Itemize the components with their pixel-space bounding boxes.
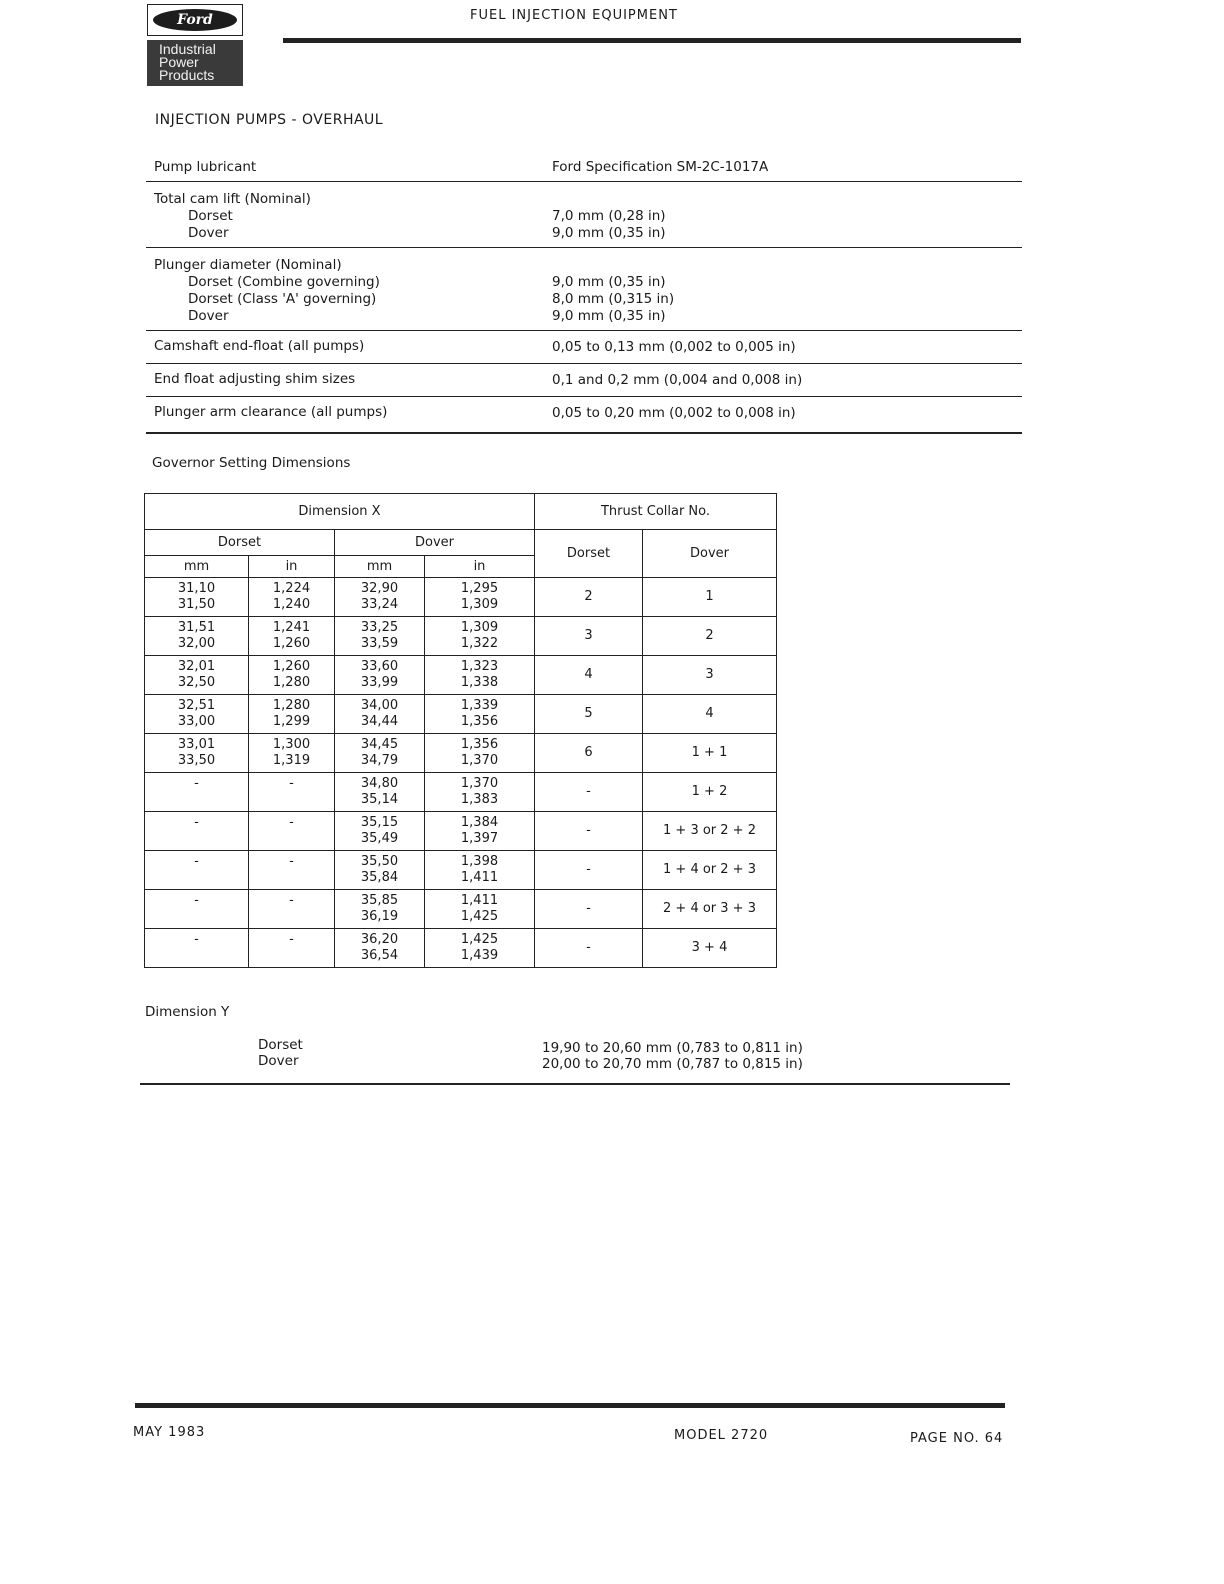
dorset-in-cell	[249, 656, 335, 695]
dover-mm-cell	[335, 851, 425, 890]
dorset-in-cell-line: 1,299	[272, 714, 311, 729]
dover-in-cell	[425, 695, 535, 734]
dover-in-cell-line: 1,295	[460, 581, 499, 596]
collar-dorset-cell	[535, 617, 643, 656]
dover-in-cell-line: 1,384	[460, 815, 499, 830]
dorset-in-cell-line: 1,280	[272, 698, 311, 713]
dorset-in-cell-line: -	[289, 932, 294, 947]
industrial-power-products-badge	[147, 40, 243, 86]
collar-dorset-cell-line: 4	[584, 667, 593, 682]
dover-mm-cell	[335, 890, 425, 929]
spec-value: 0,05 to 0,20 mm (0,002 to 0,008 in)	[552, 405, 796, 421]
governor-row	[145, 929, 777, 968]
dorset-mm-cell-line: 31,10	[177, 581, 216, 596]
dover-mm-cell-line: 35,84	[360, 870, 399, 885]
footer-page-number: PAGE NO. 64	[910, 1431, 1004, 1446]
header-rule	[283, 38, 1021, 43]
governor-row	[145, 812, 777, 851]
dover-mm-cell-line: 33,60	[360, 659, 399, 674]
collar-dover-cell-line: 2 + 4 or 3 + 3	[663, 901, 756, 916]
dorset-mm-cell	[145, 890, 249, 929]
dorset-mm-cell-line	[145, 909, 248, 925]
dorset-mm-cell-line: 31,50	[177, 597, 216, 612]
dover-mm-cell-line: 33,99	[360, 675, 399, 690]
dover-in-cell-line: 1,322	[460, 636, 499, 651]
dorset-in-cell	[249, 695, 335, 734]
collar-dorset-cell-line: 5	[584, 706, 593, 721]
dorset-in-cell-line: 1,260	[272, 659, 311, 674]
dorset-mm-cell	[145, 695, 249, 734]
dorset-mm-cell-line	[145, 792, 248, 808]
spec-value: Ford Specification SM-2C-1017A	[552, 159, 769, 175]
spec-sub-label: Dover	[188, 308, 229, 324]
footer-date: MAY 1983	[133, 1425, 206, 1440]
dover-mm-cell	[335, 773, 425, 812]
dorset-in-cell-line: 1,240	[272, 597, 311, 612]
dover-mm-cell-line: 36,54	[360, 948, 399, 963]
dover-mm-cell-line: 34,00	[360, 698, 399, 713]
collar-dorset-cell-line: -	[586, 784, 591, 799]
governor-row	[145, 656, 777, 695]
spec-value: 0,1 and 0,2 mm (0,004 and 0,008 in)	[552, 372, 803, 388]
dorset-in-cell-line: -	[289, 854, 294, 869]
dover-in-cell-line: 1,339	[460, 698, 499, 713]
spec-label: Total cam lift (Nominal)	[154, 191, 311, 207]
governor-row	[145, 617, 777, 656]
collar-dorset-cell-line: 2	[584, 589, 593, 604]
dover-in-cell-line: 1,338	[460, 675, 499, 690]
spec-row-camshaft-endfloat	[146, 331, 1022, 364]
dorset-in-cell-line: 1,224	[272, 581, 311, 596]
collar-dover-cell	[643, 656, 777, 695]
collar-dorset-cell	[535, 929, 643, 968]
collar-dover-cell-line: 1	[705, 589, 714, 604]
dover-in-cell-line: 1,370	[460, 753, 499, 768]
collar-dorset-cell-line: -	[586, 823, 591, 838]
governor-row	[145, 734, 777, 773]
dover-mm-cell-line: 35,15	[360, 815, 399, 830]
collar-dover-header: Dover	[643, 530, 777, 578]
collar-dover-cell	[643, 851, 777, 890]
dover-mm-cell-line: 34,79	[360, 753, 399, 768]
collar-dover-cell	[643, 929, 777, 968]
dover-mm-cell-line: 33,59	[360, 636, 399, 651]
dover-in-cell-line: 1,411	[460, 870, 499, 885]
dimension-y-label: Dover	[258, 1053, 299, 1069]
collar-dover-cell	[643, 773, 777, 812]
dorset-mm-cell	[145, 656, 249, 695]
dorset-in-cell-line: 1,300	[272, 737, 311, 752]
spec-row-cam-lift	[146, 182, 1022, 248]
dover-mm-cell-line: 34,45	[360, 737, 399, 752]
dover-mm-cell-line: 35,14	[360, 792, 399, 807]
dimension-y-heading: Dimension Y	[145, 1004, 230, 1020]
dover-in-cell	[425, 617, 535, 656]
governor-heading: Governor Setting Dimensions	[152, 455, 351, 471]
spec-value: 9,0 mm (0,35 in)	[552, 308, 666, 324]
dover-in-cell-line: 1,397	[460, 831, 499, 846]
governor-row	[145, 851, 777, 890]
spec-row-plunger-arm	[146, 397, 1022, 434]
dover-mm-cell	[335, 695, 425, 734]
section-title: FUEL INJECTION EQUIPMENT	[470, 8, 678, 23]
collar-dorset-cell-line: -	[586, 940, 591, 955]
dorset-mm-cell-line: 32,51	[177, 698, 216, 713]
dover-mm-cell-line: 33,25	[360, 620, 399, 635]
spec-label: Plunger diameter (Nominal)	[154, 257, 342, 273]
collar-dorset-cell	[535, 773, 643, 812]
collar-dorset-cell	[535, 578, 643, 617]
dover-in-cell	[425, 812, 535, 851]
spec-label: Camshaft end-float (all pumps)	[154, 338, 365, 354]
dorset-mm-cell	[145, 851, 249, 890]
logo-line-3: Products	[159, 67, 215, 83]
spec-value: 0,05 to 0,13 mm (0,002 to 0,005 in)	[552, 339, 796, 355]
dover-in-header: in	[425, 556, 535, 578]
dorset-in-cell	[249, 851, 335, 890]
collar-dover-cell-line: 4	[705, 706, 714, 721]
dimension-y-label: Dorset	[258, 1037, 303, 1053]
dover-in-cell-line: 1,356	[460, 714, 499, 729]
spec-sub-label: Dover	[188, 225, 229, 241]
spec-value: 9,0 mm (0,35 in)	[552, 274, 666, 290]
dimension-x-header: Dimension X	[145, 494, 535, 530]
dover-in-cell-line: 1,411	[460, 893, 499, 908]
dorset-mm-cell	[145, 578, 249, 617]
dorset-in-cell-line	[249, 948, 334, 964]
dorset-in-cell	[249, 890, 335, 929]
collar-dover-cell	[643, 890, 777, 929]
collar-dorset-cell	[535, 734, 643, 773]
dover-mm-cell-line: 32,90	[360, 581, 399, 596]
dover-mm-cell	[335, 617, 425, 656]
spec-sub-label: Dorset	[188, 208, 233, 224]
collar-dover-cell	[643, 812, 777, 851]
dover-in-cell-line: 1,356	[460, 737, 499, 752]
dorset-mm-cell	[145, 773, 249, 812]
dimension-y-value: 20,00 to 20,70 mm (0,787 to 0,815 in)	[542, 1056, 803, 1072]
dorset-in-cell-line	[249, 792, 334, 808]
spec-label: End float adjusting shim sizes	[154, 371, 356, 387]
governor-row	[145, 773, 777, 812]
dover-in-cell-line: 1,398	[460, 854, 499, 869]
collar-dover-cell-line: 3 + 4	[691, 940, 728, 955]
spec-sub-label: Dorset (Class 'A' governing)	[188, 291, 377, 307]
dorset-in-cell-line: -	[289, 815, 294, 830]
collar-dover-cell-line: 1 + 1	[691, 745, 728, 760]
dorset-in-cell	[249, 812, 335, 851]
dover-mm-cell-line: 36,20	[360, 932, 399, 947]
dover-mm-cell	[335, 812, 425, 851]
spec-label: Pump lubricant	[154, 159, 257, 175]
dover-mm-cell-line: 36,19	[360, 909, 399, 924]
collar-dover-cell-line: 1 + 2	[691, 784, 728, 799]
dimension-y-value: 19,90 to 20,60 mm (0,783 to 0,811 in)	[542, 1040, 803, 1056]
collar-dover-cell-line: 3	[705, 667, 714, 682]
dorset-header: Dorset	[145, 530, 335, 556]
dover-in-cell	[425, 656, 535, 695]
spec-row-lubricant	[146, 155, 1022, 182]
dorset-in-cell-line: 1,280	[272, 675, 311, 690]
dover-in-cell-line: 1,309	[460, 597, 499, 612]
dorset-mm-cell-line: 32,50	[177, 675, 216, 690]
dover-in-cell	[425, 773, 535, 812]
dover-in-cell	[425, 851, 535, 890]
ford-oval-logo: Ford	[153, 9, 237, 31]
dorset-mm-cell	[145, 617, 249, 656]
dover-mm-cell-line: 35,85	[360, 893, 399, 908]
dover-mm-cell-line: 35,50	[360, 854, 399, 869]
spec-row-shim-sizes	[146, 364, 1022, 397]
dorset-mm-cell-line: -	[194, 893, 199, 908]
thrust-collar-header: Thrust Collar No.	[535, 494, 777, 530]
collar-dover-cell-line: 2	[705, 628, 714, 643]
dover-mm-cell	[335, 734, 425, 773]
collar-dover-cell-line: 1 + 4 or 2 + 3	[663, 862, 756, 877]
dorset-mm-cell-line: 31,51	[177, 620, 216, 635]
dorset-mm-cell	[145, 734, 249, 773]
dover-in-cell-line: 1,439	[460, 948, 499, 963]
dorset-in-cell-line	[249, 831, 334, 847]
spec-table	[146, 155, 1022, 434]
dimension-y-rule	[140, 1083, 1010, 1085]
dorset-mm-cell	[145, 812, 249, 851]
ford-logo	[147, 4, 243, 86]
collar-dover-cell	[643, 695, 777, 734]
dover-mm-cell-line: 33,24	[360, 597, 399, 612]
collar-dover-cell	[643, 617, 777, 656]
dorset-in-cell	[249, 773, 335, 812]
dorset-in-cell-line: 1,241	[272, 620, 311, 635]
dover-mm-cell-line: 35,49	[360, 831, 399, 846]
dorset-mm-cell-line: -	[194, 815, 199, 830]
spec-value: 7,0 mm (0,28 in)	[552, 208, 666, 224]
dorset-in-cell-line	[249, 870, 334, 886]
dover-mm-cell	[335, 578, 425, 617]
logo-line-2: Power	[159, 54, 199, 70]
logo-line-1: Industrial	[159, 41, 216, 57]
governor-row	[145, 695, 777, 734]
dover-in-cell-line: 1,323	[460, 659, 499, 674]
collar-dorset-cell	[535, 656, 643, 695]
dorset-mm-cell-line: 32,01	[177, 659, 216, 674]
dover-mm-cell	[335, 929, 425, 968]
dorset-in-header: in	[249, 556, 335, 578]
dover-mm-cell-line: 34,44	[360, 714, 399, 729]
dover-mm-header: mm	[335, 556, 425, 578]
governor-row	[145, 578, 777, 617]
dorset-mm-cell-line: 33,00	[177, 714, 216, 729]
dorset-in-cell-line: -	[289, 776, 294, 791]
dorset-mm-cell-line	[145, 831, 248, 847]
footer-model: MODEL 2720	[674, 1428, 769, 1443]
collar-dorset-cell	[535, 851, 643, 890]
dorset-in-cell-line	[249, 909, 334, 925]
dorset-in-cell	[249, 929, 335, 968]
governor-table	[144, 493, 777, 968]
spec-sub-label: Dorset (Combine governing)	[188, 274, 380, 290]
collar-dorset-cell	[535, 695, 643, 734]
collar-dorset-cell-line: 3	[584, 628, 593, 643]
ford-oval-frame	[147, 4, 243, 36]
dover-in-cell-line: 1,309	[460, 620, 499, 635]
spec-value: 9,0 mm (0,35 in)	[552, 225, 666, 241]
collar-dorset-header: Dorset	[535, 530, 643, 578]
dover-in-cell-line: 1,370	[460, 776, 499, 791]
dorset-mm-cell-line	[145, 870, 248, 886]
dorset-mm-cell-line: 33,50	[177, 753, 216, 768]
spec-row-plunger-diameter	[146, 248, 1022, 331]
dorset-in-cell	[249, 578, 335, 617]
dorset-mm-cell-line	[145, 948, 248, 964]
collar-dorset-cell-line: 6	[584, 745, 593, 760]
dover-mm-cell-line: 34,80	[360, 776, 399, 791]
dover-in-cell-line: 1,425	[460, 909, 499, 924]
dover-mm-cell	[335, 656, 425, 695]
collar-dorset-cell-line: -	[586, 862, 591, 877]
collar-dover-cell	[643, 578, 777, 617]
spec-value: 8,0 mm (0,315 in)	[552, 291, 675, 307]
dorset-mm-cell-line: -	[194, 776, 199, 791]
dorset-mm-cell-line: 32,00	[177, 636, 216, 651]
dorset-in-cell-line: 1,260	[272, 636, 311, 651]
dover-header: Dover	[335, 530, 535, 556]
dorset-mm-cell-line: -	[194, 854, 199, 869]
collar-dorset-cell	[535, 812, 643, 851]
dover-in-cell	[425, 578, 535, 617]
collar-dover-cell	[643, 734, 777, 773]
dover-in-cell	[425, 734, 535, 773]
collar-dorset-cell-line: -	[586, 901, 591, 916]
collar-dover-cell-line: 1 + 3 or 2 + 2	[663, 823, 756, 838]
dorset-mm-header: mm	[145, 556, 249, 578]
dorset-mm-cell	[145, 929, 249, 968]
footer-rule	[135, 1403, 1005, 1408]
dorset-in-cell-line: 1,319	[272, 753, 311, 768]
spec-label: Plunger arm clearance (all pumps)	[154, 404, 388, 420]
dorset-in-cell	[249, 617, 335, 656]
dover-in-cell-line: 1,425	[460, 932, 499, 947]
dorset-in-cell-line: -	[289, 893, 294, 908]
dover-in-cell	[425, 890, 535, 929]
page-heading: INJECTION PUMPS - OVERHAUL	[155, 112, 384, 128]
dover-in-cell-line: 1,383	[460, 792, 499, 807]
governor-row	[145, 890, 777, 929]
collar-dorset-cell	[535, 890, 643, 929]
dorset-mm-cell-line: 33,01	[177, 737, 216, 752]
dorset-in-cell	[249, 734, 335, 773]
dorset-mm-cell-line: -	[194, 932, 199, 947]
dover-in-cell	[425, 929, 535, 968]
